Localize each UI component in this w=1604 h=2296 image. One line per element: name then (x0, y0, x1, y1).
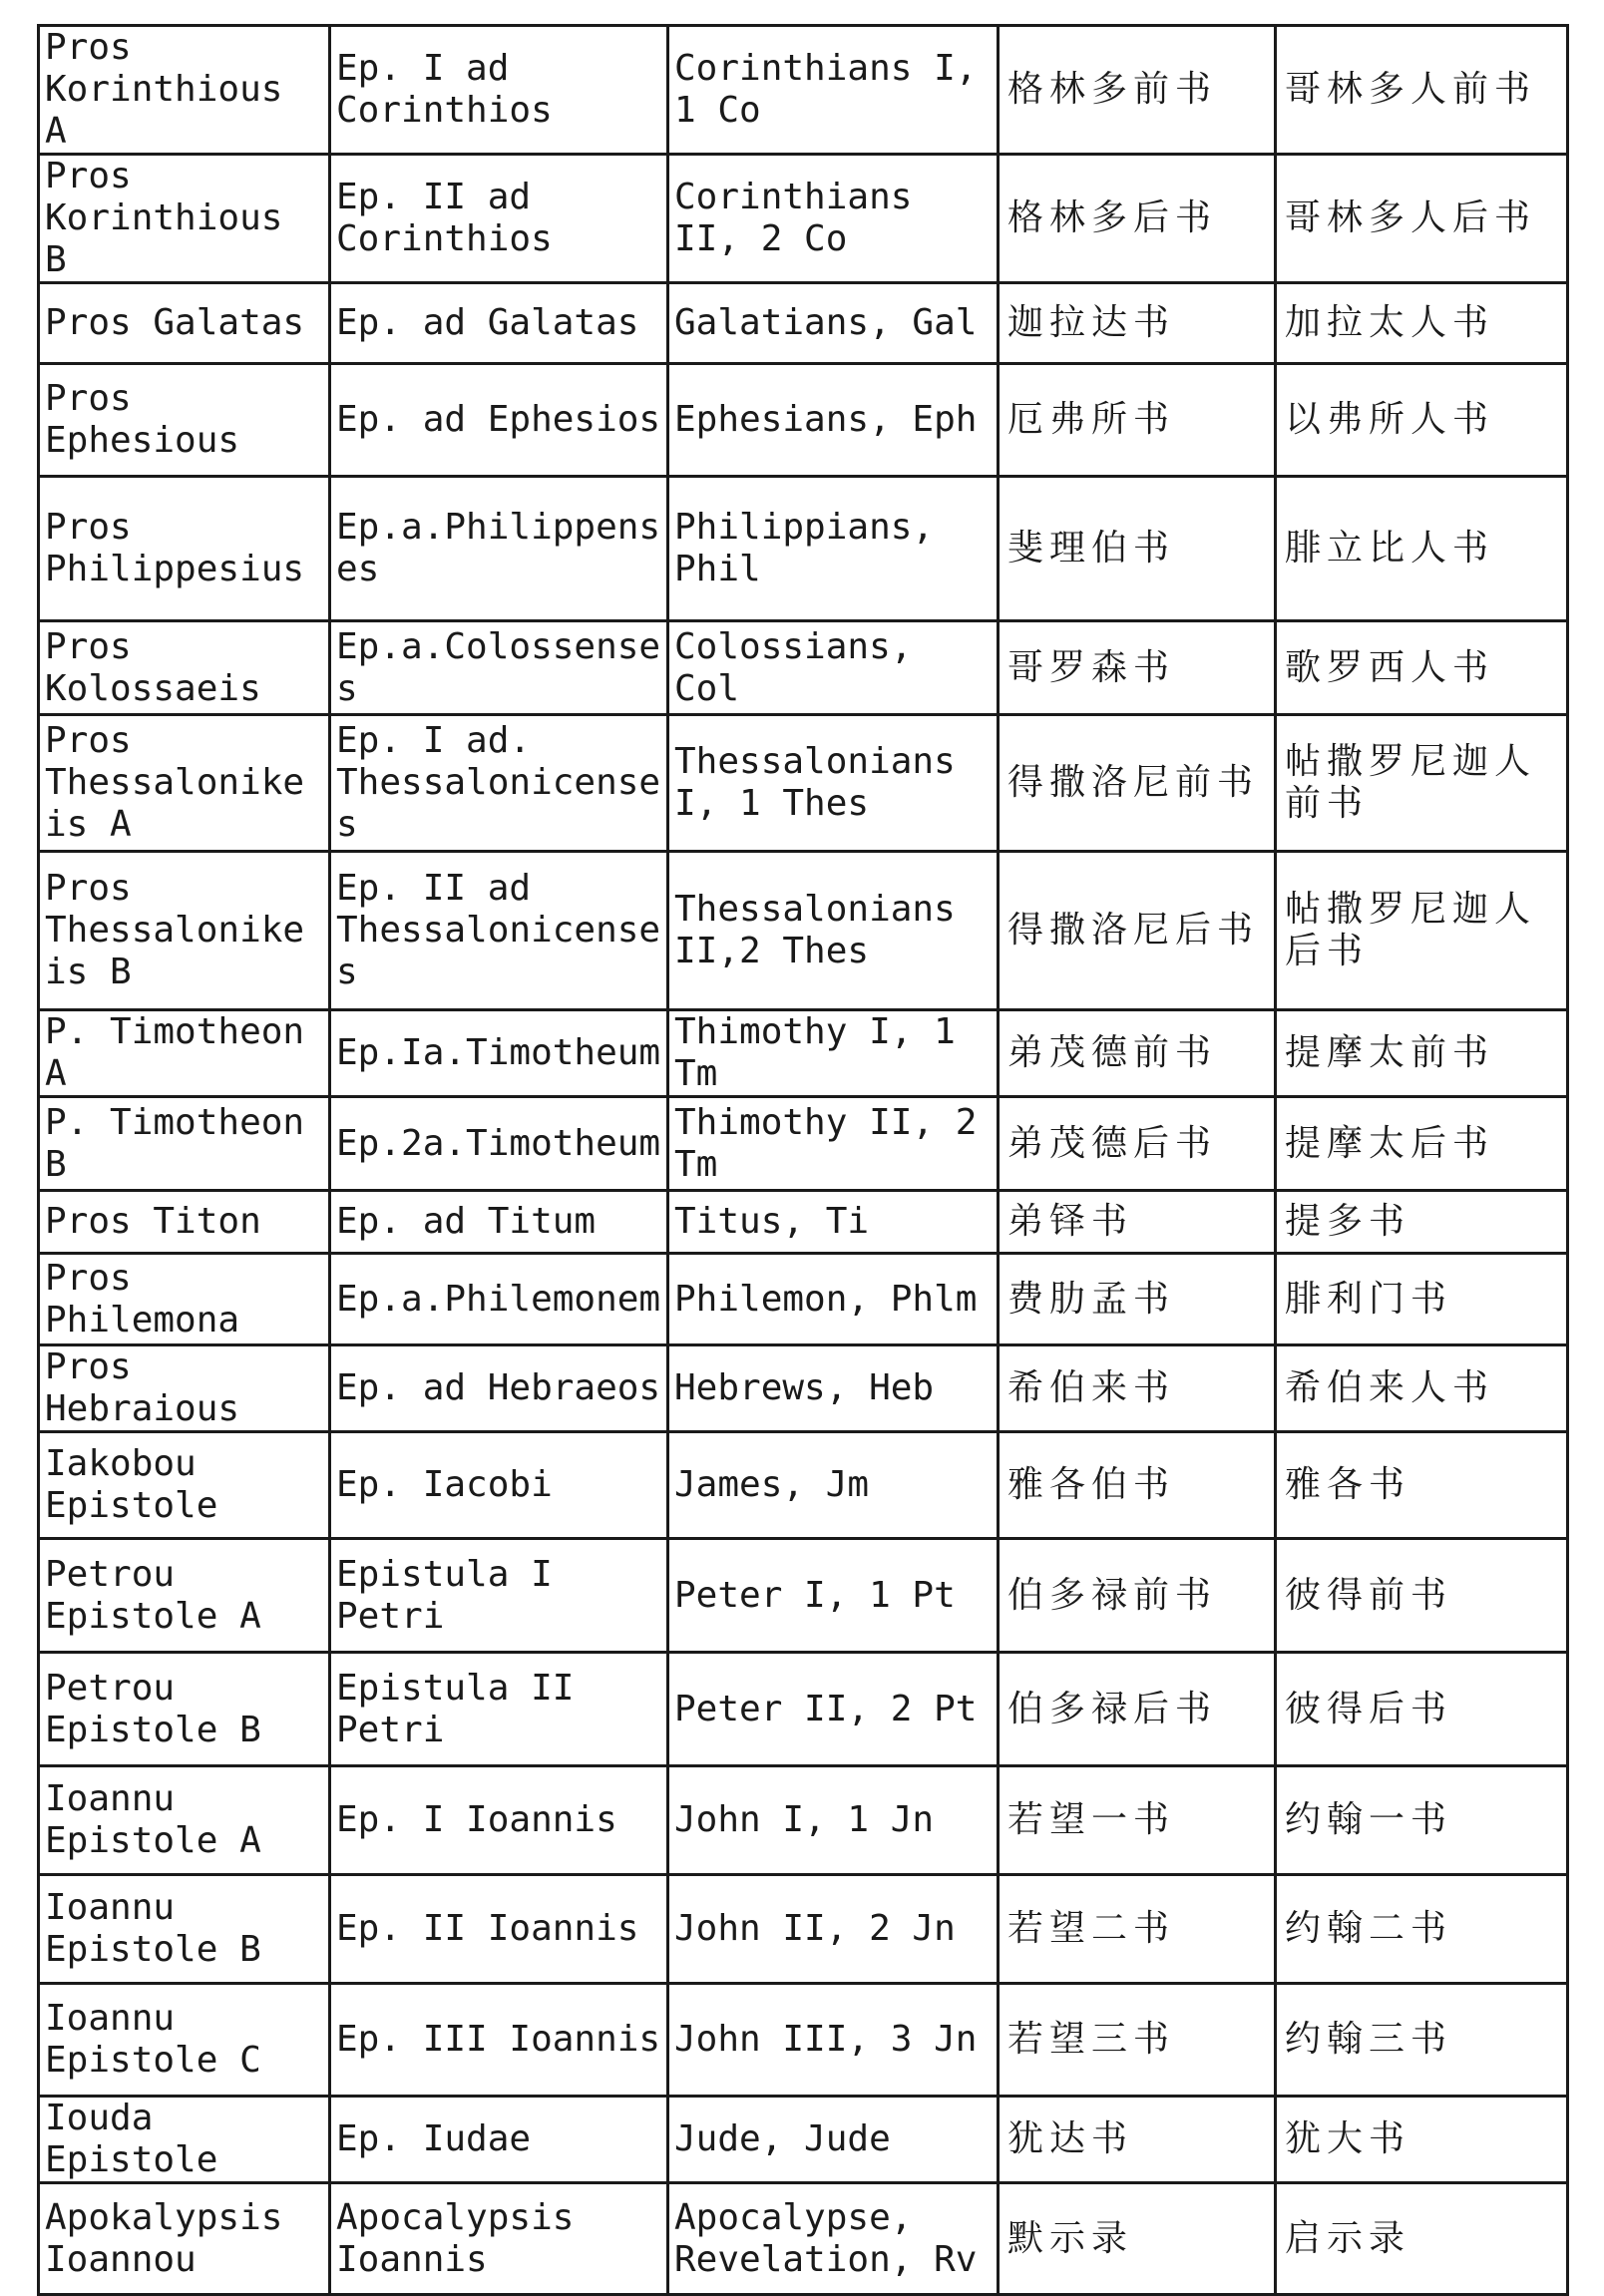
latin-name-cell: Ep. I Ioannis (330, 1766, 668, 1875)
greek-name-cell: Pros Korinthious B (39, 155, 330, 283)
greek-name-cell: P. Timotheon A (39, 1010, 330, 1097)
protestant-chinese-name-cell: 约翰二书 (1276, 1875, 1568, 1984)
protestant-chinese-name-cell: 以弗所人书 (1276, 364, 1568, 477)
catholic-chinese-name-cell: 雅各伯书 (999, 1432, 1276, 1539)
latin-name-cell: Ep.a.Colossenses (330, 621, 668, 715)
latin-name-cell: Ep. II ad Thessalonicenses (330, 852, 668, 1010)
english-name-cell: Thessalonians I, 1 Thes (668, 715, 999, 852)
english-name-cell: Philippians, Phil (668, 477, 999, 621)
catholic-chinese-name-cell: 格林多前书 (999, 26, 1276, 155)
greek-name-cell: Ioannu Epistole B (39, 1875, 330, 1984)
catholic-chinese-name-cell: 弟铎书 (999, 1191, 1276, 1254)
table-row (39, 155, 1568, 283)
catholic-chinese-name-cell: 伯多禄前书 (999, 1539, 1276, 1653)
table-row (39, 852, 1568, 1010)
protestant-chinese-name-cell: 加拉太人书 (1276, 283, 1568, 364)
greek-name-cell: Pros Hebraious (39, 1345, 330, 1432)
table-body (39, 26, 1568, 2295)
bible-books-table (37, 24, 1569, 2296)
protestant-chinese-name-cell: 腓利门书 (1276, 1254, 1568, 1345)
table-row (39, 1345, 1568, 1432)
english-name-cell: Philemon, Phlm (668, 1254, 999, 1345)
greek-name-cell: Ioannu Epistole C (39, 1984, 330, 2097)
latin-name-cell: Ep. I ad. Thessalonicenses (330, 715, 668, 852)
english-name-cell: John II, 2 Jn (668, 1875, 999, 1984)
english-name-cell: John III, 3 Jn (668, 1984, 999, 2097)
catholic-chinese-name-cell: 伯多禄后书 (999, 1653, 1276, 1766)
table-row (39, 2097, 1568, 2183)
catholic-chinese-name-cell: 格林多后书 (999, 155, 1276, 283)
protestant-chinese-name-cell: 提摩太后书 (1276, 1097, 1568, 1191)
english-name-cell: Peter II, 2 Pt (668, 1653, 999, 1766)
protestant-chinese-name-cell: 彼得前书 (1276, 1539, 1568, 1653)
catholic-chinese-name-cell: 斐理伯书 (999, 477, 1276, 621)
protestant-chinese-name-cell: 提多书 (1276, 1191, 1568, 1254)
greek-name-cell: Pros Thessalonikeis A (39, 715, 330, 852)
catholic-chinese-name-cell: 若望三书 (999, 1984, 1276, 2097)
latin-name-cell: Ep. ad Galatas (330, 283, 668, 364)
latin-name-cell: Ep. II ad Corinthios (330, 155, 668, 283)
catholic-chinese-name-cell: 厄弗所书 (999, 364, 1276, 477)
catholic-chinese-name-cell: 费肋孟书 (999, 1254, 1276, 1345)
latin-name-cell: Ep. ad Hebraeos (330, 1345, 668, 1432)
english-name-cell: Corinthians I, 1 Co (668, 26, 999, 155)
latin-name-cell: Ep.a.Philemonem (330, 1254, 668, 1345)
table-row (39, 621, 1568, 715)
catholic-chinese-name-cell: 哥罗森书 (999, 621, 1276, 715)
table-row (39, 364, 1568, 477)
protestant-chinese-name-cell: 歌罗西人书 (1276, 621, 1568, 715)
english-name-cell: Peter I, 1 Pt (668, 1539, 999, 1653)
latin-name-cell: Ep. Iacobi (330, 1432, 668, 1539)
catholic-chinese-name-cell: 弟茂德前书 (999, 1010, 1276, 1097)
table-row (39, 477, 1568, 621)
table-row (39, 1191, 1568, 1254)
table-row (39, 1432, 1568, 1539)
english-name-cell: Apocalypse, Revelation, Rv (668, 2183, 999, 2295)
table-row (39, 1766, 1568, 1875)
english-name-cell: Colossians, Col (668, 621, 999, 715)
greek-name-cell: Ioannu Epistole A (39, 1766, 330, 1875)
protestant-chinese-name-cell: 约翰三书 (1276, 1984, 1568, 2097)
protestant-chinese-name-cell: 雅各书 (1276, 1432, 1568, 1539)
latin-name-cell: Ep. Iudae (330, 2097, 668, 2183)
catholic-chinese-name-cell: 若望二书 (999, 1875, 1276, 1984)
table-row (39, 1539, 1568, 1653)
table-row (39, 26, 1568, 155)
table-row (39, 1097, 1568, 1191)
catholic-chinese-name-cell: 得撒洛尼后书 (999, 852, 1276, 1010)
latin-name-cell: Epistula I Petri (330, 1539, 668, 1653)
table-row (39, 1653, 1568, 1766)
latin-name-cell: Apocalypsis Ioannis (330, 2183, 668, 2295)
greek-name-cell: Pros Galatas (39, 283, 330, 364)
latin-name-cell: Ep. ad Titum (330, 1191, 668, 1254)
catholic-chinese-name-cell: 犹达书 (999, 2097, 1276, 2183)
latin-name-cell: Ep. I ad Corinthios (330, 26, 668, 155)
protestant-chinese-name-cell: 启示录 (1276, 2183, 1568, 2295)
catholic-chinese-name-cell: 希伯来书 (999, 1345, 1276, 1432)
table-row (39, 715, 1568, 852)
protestant-chinese-name-cell: 犹大书 (1276, 2097, 1568, 2183)
table-row (39, 1984, 1568, 2097)
english-name-cell: Titus, Ti (668, 1191, 999, 1254)
table-row (39, 1010, 1568, 1097)
latin-name-cell: Ep. ad Ephesios (330, 364, 668, 477)
greek-name-cell: P. Timotheon B (39, 1097, 330, 1191)
greek-name-cell: Petrou Epistole B (39, 1653, 330, 1766)
english-name-cell: Corinthians II, 2 Co (668, 155, 999, 283)
catholic-chinese-name-cell: 若望一书 (999, 1766, 1276, 1875)
greek-name-cell: Pros Philippesius (39, 477, 330, 621)
protestant-chinese-name-cell: 彼得后书 (1276, 1653, 1568, 1766)
greek-name-cell: Iouda Epistole (39, 2097, 330, 2183)
latin-name-cell: Ep.2a.Timotheum (330, 1097, 668, 1191)
greek-name-cell: Pros Philemona (39, 1254, 330, 1345)
catholic-chinese-name-cell: 默示录 (999, 2183, 1276, 2295)
greek-name-cell: Pros Thessalonikeis B (39, 852, 330, 1010)
english-name-cell: Jude, Jude (668, 2097, 999, 2183)
latin-name-cell: Ep. II Ioannis (330, 1875, 668, 1984)
greek-name-cell: Pros Korinthious A (39, 26, 330, 155)
latin-name-cell: Ep.Ia.Timotheum (330, 1010, 668, 1097)
english-name-cell: Thessalonians II,2 Thes (668, 852, 999, 1010)
latin-name-cell: Epistula II Petri (330, 1653, 668, 1766)
table-row (39, 283, 1568, 364)
table-row (39, 1875, 1568, 1984)
english-name-cell: John I, 1 Jn (668, 1766, 999, 1875)
greek-name-cell: Iakobou Epistole (39, 1432, 330, 1539)
table-row (39, 1254, 1568, 1345)
english-name-cell: James, Jm (668, 1432, 999, 1539)
greek-name-cell: Petrou Epistole A (39, 1539, 330, 1653)
protestant-chinese-name-cell: 约翰一书 (1276, 1766, 1568, 1875)
protestant-chinese-name-cell: 提摩太前书 (1276, 1010, 1568, 1097)
english-name-cell: Ephesians, Eph (668, 364, 999, 477)
latin-name-cell: Ep.a.Philippenses (330, 477, 668, 621)
english-name-cell: Thimothy I, 1 Tm (668, 1010, 999, 1097)
greek-name-cell: Apokalypsis Ioannou (39, 2183, 330, 2295)
catholic-chinese-name-cell: 弟茂德后书 (999, 1097, 1276, 1191)
catholic-chinese-name-cell: 迦拉达书 (999, 283, 1276, 364)
protestant-chinese-name-cell: 哥林多人后书 (1276, 155, 1568, 283)
protestant-chinese-name-cell: 希伯来人书 (1276, 1345, 1568, 1432)
table-row (39, 2183, 1568, 2295)
protestant-chinese-name-cell: 帖撒罗尼迦人后书 (1276, 852, 1568, 1010)
protestant-chinese-name-cell: 帖撒罗尼迦人前书 (1276, 715, 1568, 852)
protestant-chinese-name-cell: 腓立比人书 (1276, 477, 1568, 621)
english-name-cell: Galatians, Gal (668, 283, 999, 364)
greek-name-cell: Pros Kolossaeis (39, 621, 330, 715)
latin-name-cell: Ep. III Ioannis (330, 1984, 668, 2097)
english-name-cell: Hebrews, Heb (668, 1345, 999, 1432)
protestant-chinese-name-cell: 哥林多人前书 (1276, 26, 1568, 155)
catholic-chinese-name-cell: 得撒洛尼前书 (999, 715, 1276, 852)
english-name-cell: Thimothy II, 2 Tm (668, 1097, 999, 1191)
greek-name-cell: Pros Ephesious (39, 364, 330, 477)
greek-name-cell: Pros Titon (39, 1191, 330, 1254)
